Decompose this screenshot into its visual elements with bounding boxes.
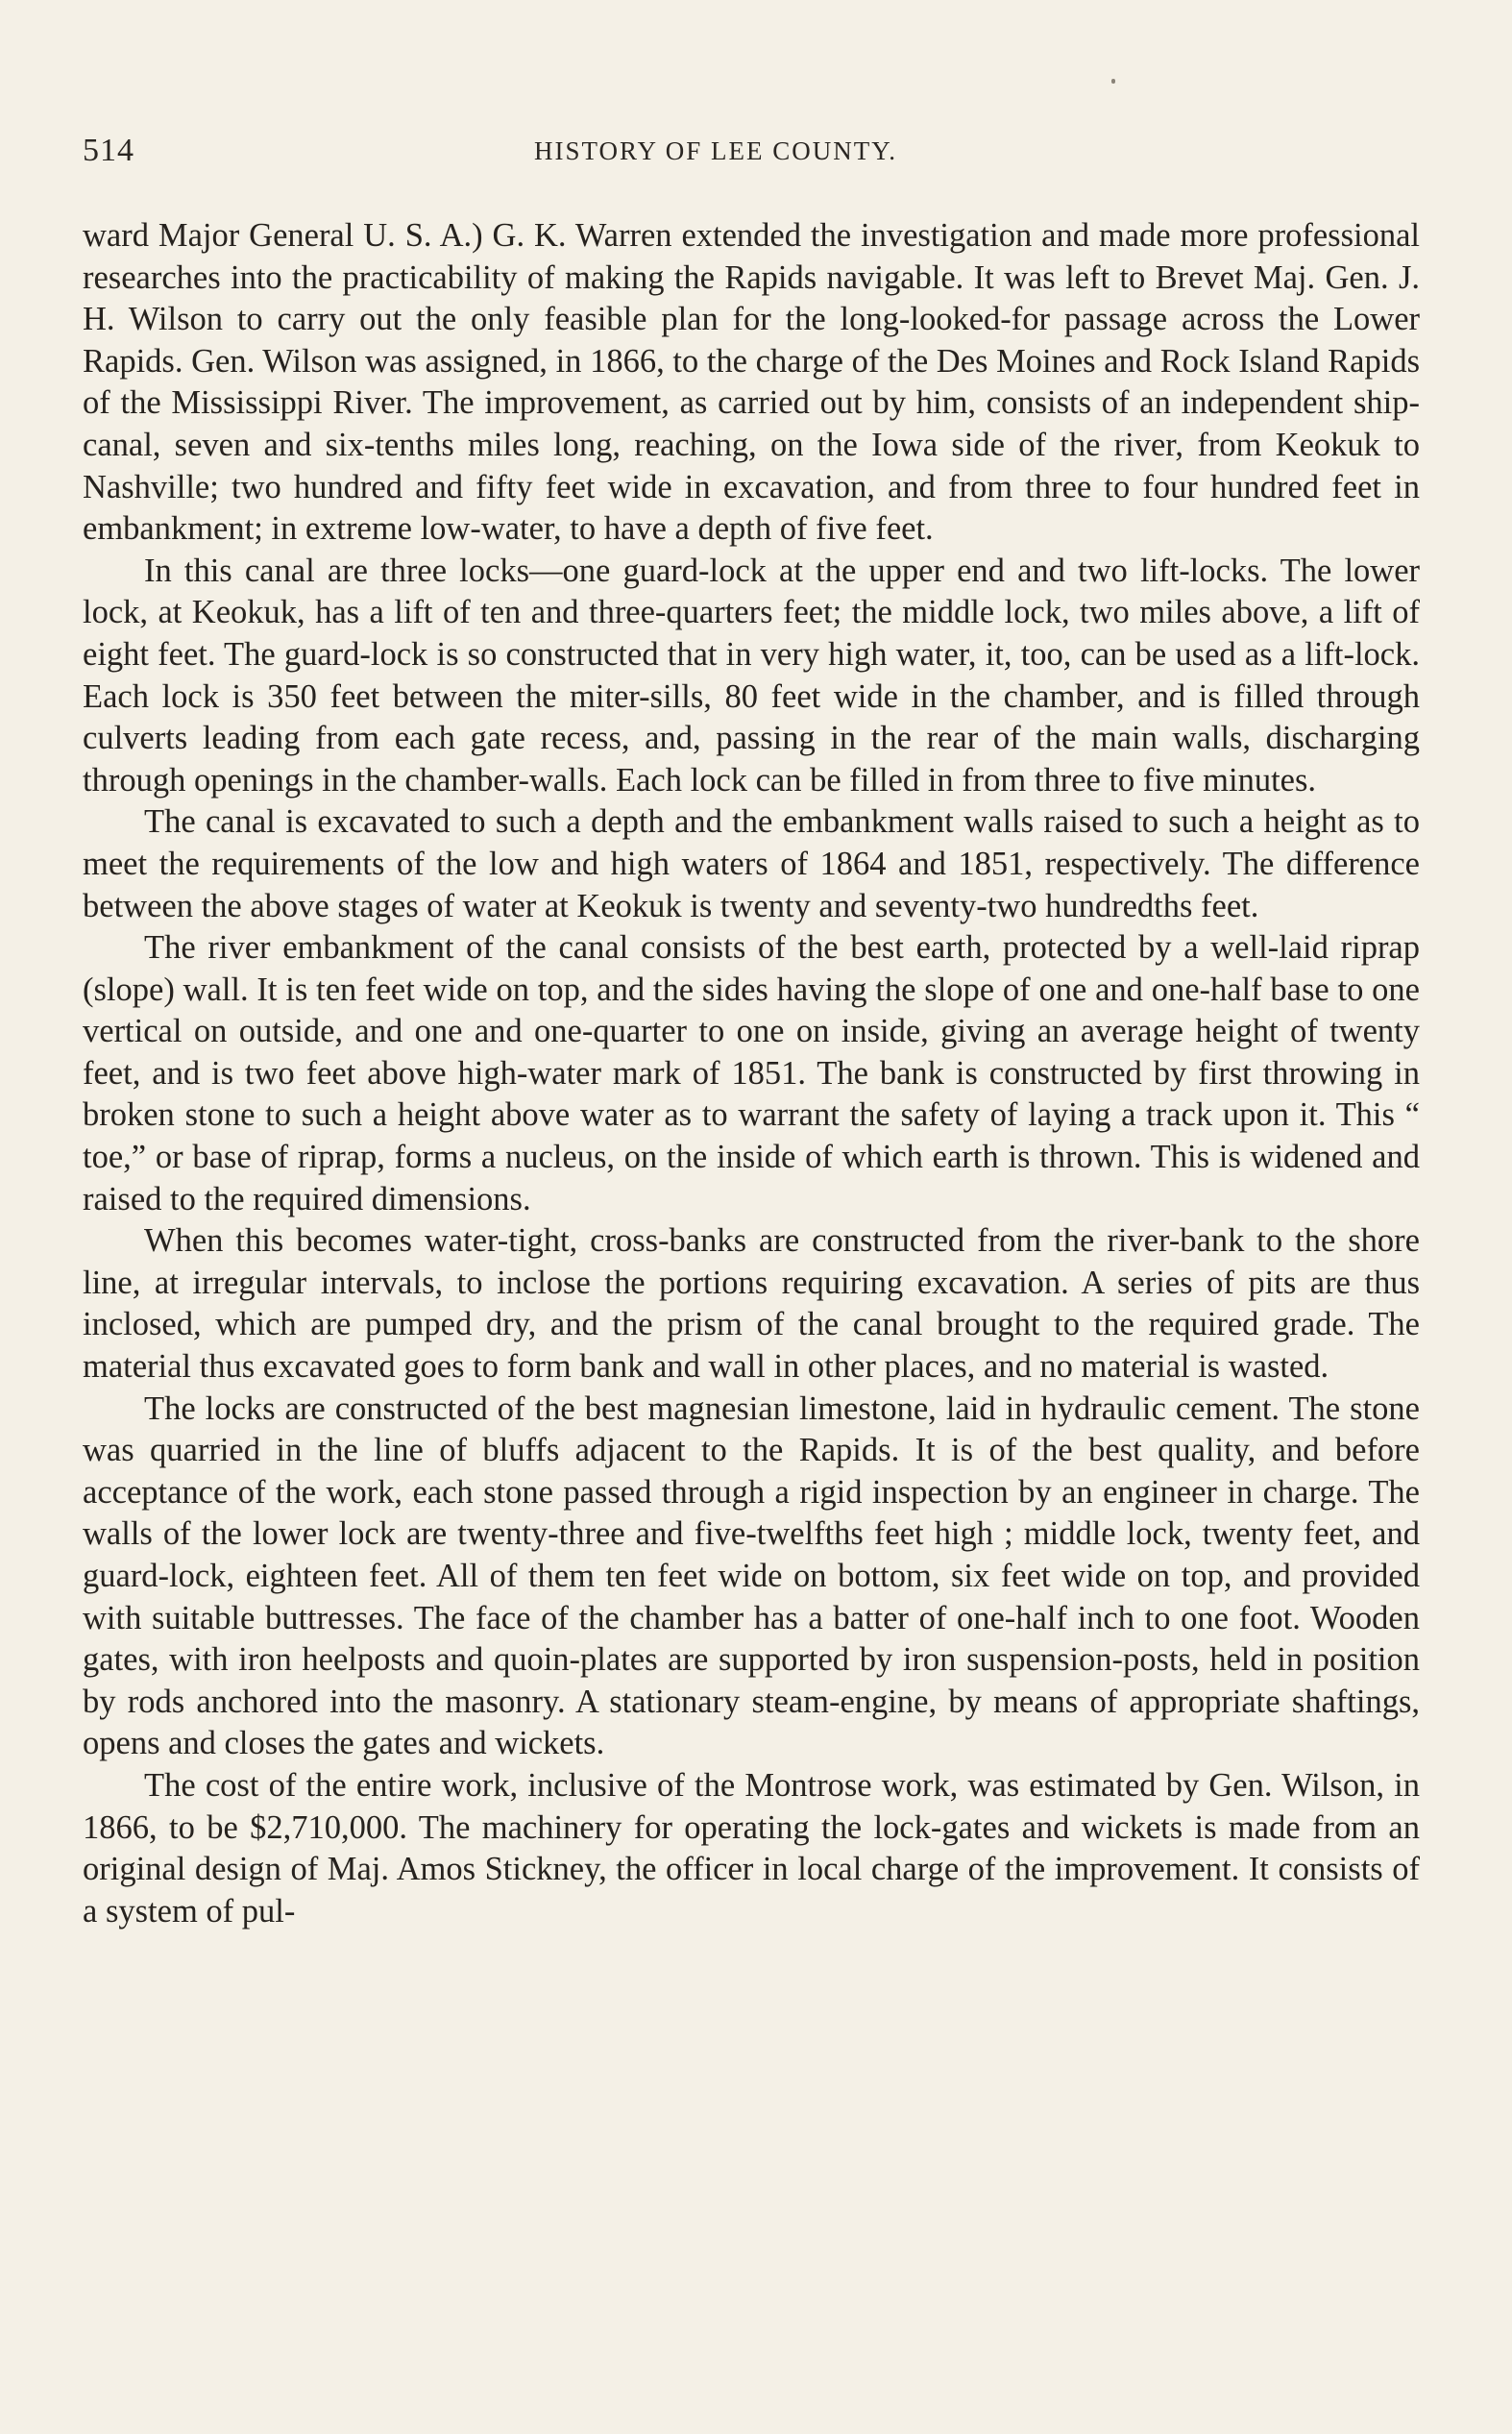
paragraph-cross-banks: When this becomes water-tight, cross-banks are constructed from the river-bank to the shore line, at irregular intervals, to inclose the portions requiring excavation. A series of pits are thus inclosed, which are pumped dry, and the prism of the canal brought to the required grade. The material thus excavated goes to form bank and wall in other places, and no material is wasted.	[83, 1222, 1420, 1386]
paragraph-canal-depth: The canal is excavated to such a depth and the embankment walls raised to such a height as to meet the requirements of the low and high waters of 1864 and 1851, respectively. The difference between the above stages of water at Keokuk is twenty and seventy-two hundredths feet.	[83, 803, 1420, 924]
ink-speck	[1111, 79, 1115, 84]
paragraph-river-embankment: The river embankment of the canal consists of the best earth, protected by a well-laid riprap (slope) wall. It is ten feet wide on top, and the sides having the slope of one and one-half base to one vertical on outside, and one and one-quarter to one on inside, giving an average height of twenty feet, and is two feet above high-water mark of 1851. The bank is constructed by first throwing in broken stone to such a height above water as to warrant the safety of laying a track upon it. This “ toe,” or base of riprap, forms a nucleus, on the inside of which earth is thrown. This is widened and raised to the required dimensions.	[83, 929, 1420, 1217]
paragraph-continued: ward Major General U. S. A.) G. K. Warren extended the investigation and made more professional researches into the practicability of making the Rapids navigable. It was left to Brevet Maj. Gen. J. H. Wilson to carry out the only feasible plan for the long-looked-for passage across the Lower Rapids. Gen. Wilson was assigned, in 1866, to the charge of the Des Moines and Rock Island Rapids of the Mississippi River. The improvement, as carried out by him, consists of an independent ship-canal, seven and six-tenths miles long, reaching, on the Iowa side of the river, from Keokuk to Nashville; two hundred and fifty feet wide in excavation, and from three to four hundred feet in embankment; in extreme low-water, to have a depth of five feet.	[83, 217, 1420, 548]
running-title: HISTORY OF LEE COUNTY.	[534, 136, 898, 165]
page-number: 514	[83, 133, 134, 168]
paragraph-lock-construction: The locks are constructed of the best magnesian limestone, laid in hydraulic cement. The stone was quarried in the line of bluffs adjacent to the Rapids. It is of the best quality, and before acceptance of the work, each stone passed through a rigid inspection by an engineer in charge. The walls of the lower lock are twenty-three and five-twelfths feet high ; middle lock, twenty feet, and guard-lock, eighteen feet. All of them ten feet wide on bottom, six feet wide on top, and provided with suitable buttresses. The face of the chamber has a batter of one-half inch to one foot. Wooden gates, with iron heelposts and quoin-plates are supported by iron suspension-posts, held in position by rods anchored into the masonry. A stationary steam-engine, by means of appropriate shaftings, opens and closes the gates and wickets.	[83, 1389, 1420, 1762]
paragraph-cost: The cost of the entire work, inclusive of the Montrose work, was estimated by Gen. Wilson, in 1866, to be $2,710,000. The machinery for operating the lock-gates and wickets is made from an original design of Maj. Amos Stickney, the officer in local charge of the improvement. It consists of a system of pul-	[83, 1766, 1420, 1930]
running-header	[83, 133, 1427, 181]
body-text	[83, 215, 1420, 1932]
paragraph-locks: In this canal are three locks—one guard-lock at the upper end and two lift-locks. The lower lock, at Keokuk, has a lift of ten and three-quarters feet; the middle lock, two miles above, a lift of eight feet. The guard-lock is so constructed that in very high water, it, too, can be used as a lift-lock. Each lock is 350 feet between the miter-sills, 80 feet wide in the chamber, and is filled through culverts leading from each gate recess, and, passing in the rear of the main walls, discharging through openings in the chamber-walls. Each lock can be filled in from three to five minutes.	[83, 552, 1420, 799]
